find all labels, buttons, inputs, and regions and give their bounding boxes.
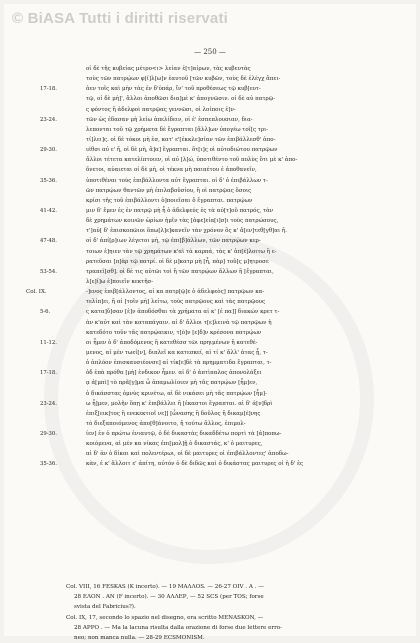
line-number: 53-54. <box>40 268 57 275</box>
line-number: 5-6. <box>40 309 51 316</box>
line-text: ὁδ ἐπὰ πρόθα [μὴ] ἐνδικον ἦμεν. αἰ δ' ὁ ἀπτὶπαλος ἀπονολάξει <box>86 370 262 377</box>
critical-notes <box>66 582 396 643</box>
text-line <box>86 257 386 267</box>
text-line <box>40 368 386 378</box>
line-text: ἀεν τοῖς καὶ μὴν τὰς ἐν δ'ὑπάρ, ἵν' τοῦ προθέσεως τῷ κυβ[ευτ- <box>86 86 261 93</box>
text-line <box>86 318 386 328</box>
line-number: 17-18. <box>40 370 57 377</box>
note-line: 28 APPO . — Ma la lacuna risulta dalla orazione di forse due lettere erro- <box>74 624 283 631</box>
text-line <box>40 176 386 186</box>
text-line <box>40 267 386 277</box>
line-text: ς φόντος ἢ ἀδελφοὶ πατρῷας γεννῶσι, οἱ λοίποις ἐ]ν- <box>86 106 236 113</box>
line-text: τῶν ὡς ἐδασαν μὴ λείω ἀπελίδειν, οἱ ἐ' ἐσπεπλουσιαν, δια- <box>86 116 253 123</box>
line-text: -]ενος ἐπιβ[άλλοντος, αἱ κα πατρ[ῷ]ε ὁ ἀδελφεὸς] πατρῷων κα- <box>86 289 265 296</box>
line-text: τραπεῖ[σθ]. οἱ δὲ τις αὐτῶι τοὶ ἢ τῶν πατρῴων ἄλλων ἢ [ἔγραπται, <box>86 268 274 275</box>
line-number: 17-18. <box>40 86 57 93</box>
line-text: μενος, αἰ μὲν τωεί[ν], διπλεῖ κα κατεσκεί, αἰ τί κ' ἄλλ' ἀτας ᾖ, τ- <box>86 349 268 356</box>
line-text: δὲ χρημάτων κοινῶν ὡρίων ἡμῖν τὰς [ἀφε]εία[ι]σ]ι τοὺς πατρώσους, <box>86 218 279 225</box>
line-text: κατεδότο τοῦν τᾶς πατρῴαικιν, τ[ὸ]ν [ε]δ]ν κρέσονα πατρῴων <box>86 329 262 336</box>
text-line <box>86 389 386 399</box>
line-text: ὰν κ'αὐτ καὶ τὰν καταπάγαιν. αἰ δ' ἄλλοι τ[ε]λεινὰ τῷ πατρῷων ἡ <box>86 319 272 326</box>
note-line: svista del Fabricius?). <box>74 604 136 611</box>
text-line <box>40 206 386 216</box>
line-text: ἐπιξ[εικ]τος ἢ ενεκεκτιοῖ νε]] [ὧνασης ἢ δοῦλος ἢ δικαμ[έ]νης <box>86 410 261 417</box>
line-text: οἱ δ' ἀπί[ρ]ιων λέγετοι μὴ, τῷ ἐπι[β]άλλων, τῶν πατρῴων κερ- <box>86 238 261 245</box>
text-line <box>86 348 386 358</box>
text-line <box>40 236 386 246</box>
watermark-text: © BiASA Tutti i diritti riservati <box>12 10 229 27</box>
text-line <box>86 328 386 338</box>
text-line <box>86 277 386 287</box>
text-line <box>86 378 386 388</box>
line-text: ίεν] ἐν ὁ πρώτω ἐνιαυτῷ, ὁ δὲ δικαστὰς δικαδδέτω πορτὶ τὰ [ἀ]ποπω- <box>86 431 282 438</box>
text-line <box>86 247 386 257</box>
text-line <box>86 449 386 459</box>
line-text: τελίπ]ει, ἤ αἰ [τοῖν μὴ] λείτω, τοὺς πατρῷους καὶ τὰς πατρῷους <box>86 299 266 306</box>
text-line <box>40 399 386 409</box>
line-text: ιέθσι αὐ ε' ἤ, οἱ δὲ μὴ, ἄ]α] ἔγραπται. ὅτ[ι]ς οἱ αὐτοδιώτου πατρῷων <box>86 147 278 154</box>
text-line <box>86 186 386 196</box>
line-text: ὁ ἀπλόον ἐπισκαυσιέονσε] αἰ τίκ[ε]δὲ τὰ πρημματιδα ἔγραπται, τ- <box>86 360 272 367</box>
text-line <box>40 145 386 155</box>
line-text: μιν δ' ἔμεν ἐς ἐν πατρῷ μὴ ἦ ὁ ἀδελφεύς ἐς τὰ αὐ[τ]οῦ πατρός, τὰν <box>86 207 274 214</box>
line-text: ὁ δικάσστας ὀμνὺς κρινέτω, αἰ δὲ νικάσει μὴ τᾶς πατρῴων [ἦμ]- <box>86 390 267 397</box>
text-line <box>86 74 386 84</box>
text-line <box>86 409 386 419</box>
line-number: 47-48. <box>40 238 57 245</box>
line-text: κοιόμενα, αἰ μέν κα νίκας ἐπι[μολ]ῇ ὁ δικαστάς, κ' ὁ μαιτυρες, <box>86 441 263 448</box>
text-line <box>86 64 386 74</box>
text-line <box>86 439 386 449</box>
line-text: οι ἦμεν ὁ δ' ἀποδόμενος ἢ κατεθέσσ τῶι πρηιμένων ἤ κατεθέ- <box>86 339 258 346</box>
line-text: τί]λει]ς. οἱ δὲ τόκοι μὴ ἐσ, κατ' ε'[ἐκκλε]σίαν τῶν ἐπιβάλλεσθ' ἀπο- <box>86 136 276 143</box>
text-line <box>86 358 386 368</box>
line-text: τὸ διεξαποιόμενος ἀπο[θ]άνοιτο, ἤ τούτω ἄλλος, ἐπιμολ- <box>86 420 246 427</box>
line-text: ς κατα]ὔ]σαν [ἐ]ν ἀποδόσθαι τὰ χρήματα αἰ κ' [ἐ πα]] διακών κρετ τ- <box>86 309 280 316</box>
text-line <box>86 196 386 206</box>
line-text: τοιων ἐ]ηιεν τὰν τῷ χρημάτων κ'αὶ τὰ καρπά, τὰς κ' ἀπ[έ]λοιτω ἢ ε- <box>86 248 277 255</box>
line-text: κὰν, ἐ κ' ἄλλοιτ ε' ἀπίτη, αὐτόν ὁ δὲ διδῶς καὶ ὁ δικάστας μαιτυρες οἱ ἡ δ' ἐς <box>86 461 304 468</box>
note-line: Col. VIII, 16 FESKAS (K incerto). — 19 MAΛΛOS. — 26-27 OIV . A . — <box>66 584 264 590</box>
line-text: τ']αὐ[ δ' ἐπισκοπῶιοι ὅπω[λ]ε]κανεῖν τὰν χρόνον ὃς κ' ἄ[εν]τεθ[γθ]αι ἤ. <box>86 228 287 235</box>
line-number: 23-24. <box>40 116 57 123</box>
line-text: ὅνετοι, αὐαιεται οἱ δὲ μὴ, οἱ τέκνα μὴ παιπέτου ἐ ἀποθανεῖν, <box>86 167 257 174</box>
line-number: 35-36. <box>40 461 57 468</box>
main-text-block <box>26 64 386 470</box>
text-line <box>86 297 386 307</box>
text-line <box>40 307 386 317</box>
line-text: τῷ, οἱ δὲ μὴ]', ἄλλοι ἀποθῶσι δια]μὲ κ' ἀπογνῶσιν. οἱ δὲ αὐ πατρῷ- <box>86 96 276 103</box>
text-line <box>86 226 386 236</box>
line-number: 41-42. <box>40 207 57 214</box>
text-line <box>86 135 386 145</box>
line-text: τοὺς τῶν πατρῴων φ[ί]λ[ω]ν ἑαυτοῦ [τῶν κυβῶν, τοὺς δὲ ἐλέγχ ἄπει- <box>86 76 281 83</box>
line-number: 23-24. <box>40 400 57 407</box>
column-label: Col. IX. <box>26 289 47 296</box>
line-text: ᾳ ἀ[μπὶ] τὸ πρᾶ[γ]μα ὦ ἀπαμωλίοιεν μὴ τᾶς πατρῴων [ἦμ]εν, <box>86 380 258 387</box>
text-line <box>86 419 386 429</box>
line-text: ῶν πατρῴων θαντῶν μὴ ἐπιλαβοῦσίου, ἢ οἱ πατρῷας ὅσοις <box>86 187 252 194</box>
text-line <box>26 287 386 297</box>
line-text: ἄλλοι τέτετα κατελίπτοιεν, οἱ αὐ [λ]ώ, ὑποτιθέντο τοῦ πολὺς ὅτι μὲ κ' ἀπο- <box>86 157 298 164</box>
line-text: ρατεῦσαι [π]ὰρ τῷ πατρί. οἱ δὲ μ]κατρ μὴ [ἦ, πὰρ] τοῦ[ς μ]ητροσε <box>86 258 269 265</box>
note-line: 28 ΕΛΟΝ . AN (F incerto). — 30 AΛΛΕΡ, — 52 SCS (per TOS; forse <box>74 594 264 601</box>
line-number: 35-36. <box>40 177 57 184</box>
note-line: Col. IX, 17, secondo lo spazio nel disegno, era scritto MENASKON, — <box>66 614 264 621</box>
line-number: 29-30. <box>40 147 57 154</box>
line-number: 29-30. <box>40 431 57 438</box>
text-line <box>86 125 386 135</box>
line-text: κρίσι τῆς τοῦ ἐπιβάλλοντι ὁ]ποιεῖσαι ὅ ἔγραπται. πατρῴων <box>86 197 253 204</box>
text-line <box>86 105 386 115</box>
text-line <box>40 429 386 439</box>
line-text: λ[ε]ί]ω ἐ]ποιεῖν κεκτῆσ- <box>86 278 154 285</box>
text-line <box>40 84 386 94</box>
text-line <box>86 165 386 175</box>
text-line <box>86 155 386 165</box>
line-text: ὑποτιθέναι τοὺς ἐπιβάλλοντα αὐτ ἔγραπται. οἱ δ' ὁ ἐπιβάλλων τ- <box>86 177 268 184</box>
text-line <box>40 115 386 125</box>
text-line <box>86 94 386 104</box>
page-number: — 250 — <box>194 48 226 56</box>
text-line <box>40 338 386 348</box>
text-line <box>40 459 386 469</box>
line-text: λεπονται τοῦ τῷ χρήματα δὲ ἔγραπται [ἄλλ]ων ὑπογέω τοῖ[ς τρι- <box>86 126 269 133</box>
line-text: ω ἦ]μεν, μολῆν ὅπῃ κ' ἐπιβάλλει ἤ [ἑκαστοι ἔγραπται. αἰ δ' ἀ[ν]δρὶ <box>86 400 273 407</box>
note-line: neo; non manca nulla. — 28-29 ECSMONISM. <box>74 634 205 641</box>
line-number: 11-12. <box>40 339 57 346</box>
line-text: οἱ δὲ τῆς κυβείας μέτρο<ι> λείαν ἐ[τ]αίρων, τὰς κυβευτὰς <box>86 66 251 72</box>
line-text: αἰ δ' ἀν ὁ δίκαι καὶ πολεντέρωι, οἱ δὲ μαιτυρες οἱ ἐπιβάλλοντες' ἀποδω- <box>86 451 289 458</box>
page <box>4 4 416 641</box>
text-line <box>86 216 386 226</box>
